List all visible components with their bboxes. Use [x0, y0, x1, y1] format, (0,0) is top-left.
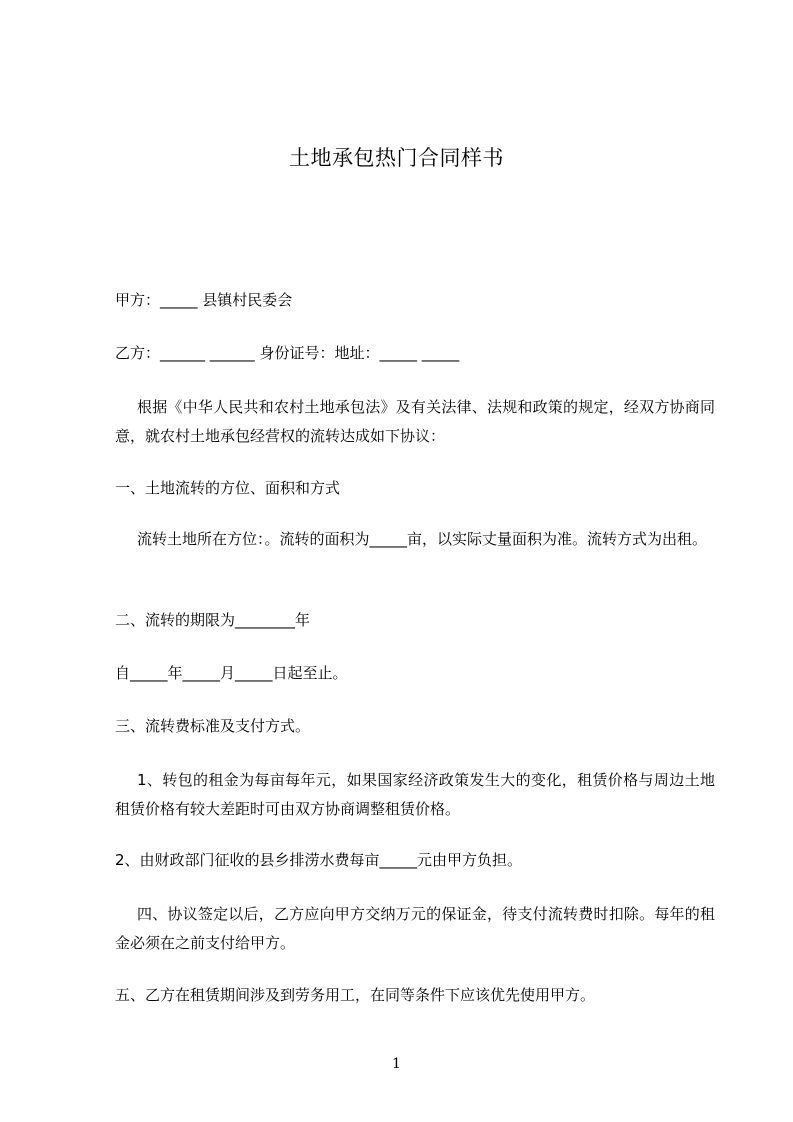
- section1-heading: 一、土地流转的方位、面积和方式: [115, 479, 341, 497]
- party-a-line: 甲方：_____ 县镇村民委会: [115, 291, 293, 309]
- section4-paragraph: 四、协议签定以后，乙方应向甲方交纳万元的保证金，待支付流转费时扣除。每年的租金必须在之前支付给甲方。: [115, 905, 715, 952]
- intro-paragraph: 根据《中华人民共和农村土地承包法》及有关法律、法规和政策的规定，经双方协商同意，就农村土地承包经营权的流转达成如下协议：: [115, 398, 715, 445]
- section5-paragraph: 五、乙方在租赁期间涉及到劳务用工，在同等条件下应该优先使用甲方。: [115, 986, 596, 1004]
- section2-heading: 二、流转的期限为________年: [115, 611, 311, 629]
- page-number: 1: [392, 1056, 401, 1072]
- document-title: 土地承包热门合同样书: [289, 146, 504, 170]
- section3-item2: 2、由财政部门征收的县乡排涝水费每亩_____元由甲方负担。: [115, 851, 523, 869]
- section1-body: 流转土地所在方位：。流转的面积为_____亩，以实际丈量面积为准。流转方式为出租。: [137, 530, 708, 548]
- section3-item1: 1、转包的租金为每亩每年元，如果国家经济政策发生大的变化，租赁价格与周边土地租赁价格有较大差距时可由双方协商调整租赁价格。: [115, 771, 715, 818]
- party-b-line: 乙方：______ ______ 身份证号：地址：_____ _____: [115, 344, 460, 362]
- section2-dates: 自_____年_____月_____日起至止。: [115, 664, 348, 682]
- section3-heading: 三、流转费标准及支付方式。: [115, 717, 311, 735]
